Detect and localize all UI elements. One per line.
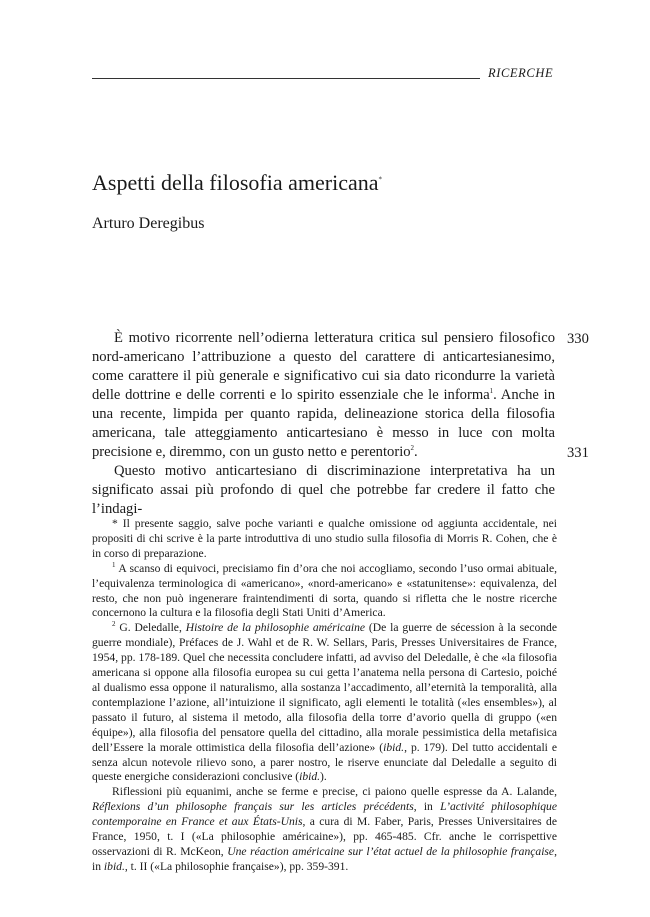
margin-page-number: 330 [567,331,589,347]
italic-title: Une réaction américaine sur l’état actuel de la philosophie française [227,844,555,858]
footnote-1 [92,562,557,622]
footnote-mark: * [112,517,118,530]
italic-text: ibid. [103,859,125,873]
running-header: RICERCHE [488,66,554,80]
footnote-mark: 2 [112,620,116,629]
text-run: (De la guerre de sécession à la seconde guerre mondiale), Préfaces de J. Wahl et de R. W. Sellars, Paris, Presses Universitaires de France, 1954, pp. 178-189. Quel che necessita concludere infatti, ad avviso del Deledalle, è che «la filosofia americana si oppone alla filosofia europea su cui getta l’anatema nella persona di Cartesio, poiché al dualismo essa oppone il naturalismo, alla sostanza l’accadimento, all’eternità la temporalità, alla contemplazione l’azione, all’intuizione il significato, agli elementi le totalità («les ensembles»), al passato il futuro, al sistema il metodo, alla filosofia della torre d’avorio quella di gruppo («en équipe»), alla filosofia del pensatore quella del cittadino, alla morale pessimistica della metafisica dell’Essere la morale ottimistica della filosofia dell’azione» ( [92,621,558,754]
text-run: , p. 179). Del tutto accidentali e senza alcun notevole rilievo sono, a parer nostro, le riserve enunciate dal Deledalle a seguito di queste energiche considerazioni conclusive ( [92,740,558,784]
text-run: , in [413,800,441,814]
footnote-mark: 1 [112,560,116,569]
footnotes [92,517,557,875]
paragraph [92,329,555,462]
footnote-2 [92,621,557,785]
text-run: , t. II («La philosophie française»), pp. 359-391. [124,859,349,873]
italic-title: L’activité philosophique contemporaine en France et aux États-Unis [92,800,557,829]
italic-title: Histoire de la philosophie américaine [185,621,366,635]
article-title-text: Aspetti della filosofia americana [92,170,379,195]
footnote-text: A scanso di equivoci, precisiamo fin d’ora che noi accogliamo, secondo l’uso ormai abituale, l’equivalenza terminologica di «americano», «nord-americano» e «statunitense»: equivalenza, del resto, che non può ingenerare fraintendimenti di sorta, quando si rifletta che le nostre ricerche concernono la cultura e la filosofia degli Stati Uniti d’America. [92,561,557,620]
text-run: . [414,444,418,460]
margin-page-number: 331 [567,445,589,461]
text-run: Riflessioni più equanimi, anche se ferme e precise, ci paiono quelle espresse da A. Lalande, [112,785,557,799]
text-run: È motivo ricorrente nell’odierna letteratura critica sul pensiero filosofico nord-americano l’attribuzione a questo del carattere di anticartesianesimo, come carattere il più generale e significativo cui sia dato ricondurre la varietà delle dottrine e delle correnti e lo spirito essenziale che le informa [92,330,555,403]
article-title [92,170,382,196]
italic-text: ibid. [299,770,321,784]
text-run: . Anche in una recente, limpida per quanto rapida, delineazione storica della filosofia americana, tale atteggiamento anticartesiano è messo in luce con molta precisione e, diremmo, con un gusto netto e perentorio [92,387,555,460]
text-run: ). [320,770,327,784]
text-run: G. Deledalle, [119,621,186,635]
header-rule [92,78,480,79]
italic-title: Réflexions d’un philosophe français sur les articles précédents [92,800,414,814]
article-author: Arturo Deregibus [92,215,205,232]
footnote-2-continued [92,785,557,874]
footnote-star [92,517,557,562]
text-run: , in [92,844,557,873]
italic-text: ibid. [383,740,405,754]
text-run: , a cura di M. Faber, Paris, Presses Universitaires de France, 1950, t. I («La philosophie américaine»), pp. 465-485. Cfr. anche le corrispettive osservazioni di R. McKeon, [92,815,557,858]
paragraph: Questo motivo anticartesiano di discriminazione interpretativa ha un significato assai più profondo di quel che potrebbe far credere il fatto che l’indagi- [92,463,555,517]
title-footnote-mark: * [378,175,382,184]
footnote-text: Il presente saggio, salve poche varianti e qualche omissione od aggiunta accidentale, nei propositi di chi scrive è la parte introduttiva di uno studio sulla filosofia di Morris R. Cohen, che è in corso di preparazione. [92,517,557,560]
body-text [92,329,555,519]
footnote-ref[interactable]: 1 [489,387,494,396]
footnote-ref[interactable]: 2 [410,444,415,453]
